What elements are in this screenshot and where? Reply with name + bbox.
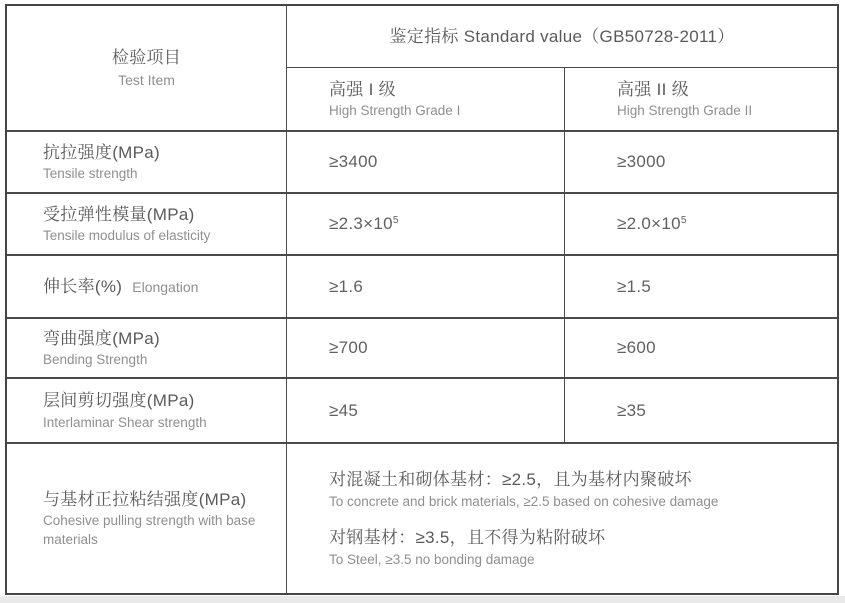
header-standard-value-label: 鉴定指标 Standard value（GB50728-2011） <box>389 26 735 46</box>
row-label-en: Bending Strength <box>43 352 148 368</box>
value-exponent: 5 <box>680 215 687 226</box>
cell-bending-strength-grade1 <box>286 317 564 377</box>
header-test-item-cell <box>7 6 286 130</box>
cell-elongation-grade2 <box>564 254 837 317</box>
row-label-en: Elongation <box>132 278 199 295</box>
value-exponent: 5 <box>392 215 399 226</box>
value-base: ≥2.3×10 <box>329 214 393 233</box>
value-text: ≥600 <box>617 338 656 357</box>
header-test-item-en: Test Item <box>118 71 175 88</box>
bond-entry-zh: 对混凝土和砌体基材：≥2.5，且为基材内聚破坏 <box>329 470 692 490</box>
bond-entry-zh: 对钢基材：≥3.5，且不得为粘附破坏 <box>329 528 606 547</box>
header-grade2-en: High Strength Grade II <box>617 103 753 119</box>
row-shear-strength-label <box>7 377 286 442</box>
cell-elongation-grade1 <box>286 254 564 317</box>
header-test-item-zh: 检验项目 <box>111 48 182 68</box>
cell-shear-strength-grade1 <box>286 377 564 442</box>
header-grade1-en: High Strength Grade I <box>329 103 461 119</box>
value-base: ≥2.0×10 <box>617 214 681 233</box>
bond-entry-en: To Steel, ≥3.5 no bonding damage <box>329 551 535 567</box>
cell-tensile-strength-grade1 <box>286 130 564 192</box>
value-text: ≥45 <box>329 400 359 420</box>
value-text: ≥700 <box>329 338 368 357</box>
row-label-zh: 伸长率(%) <box>43 276 123 296</box>
value-text: ≥3000 <box>617 152 666 171</box>
value-text <box>329 214 554 234</box>
value-text <box>617 214 827 234</box>
bond-entry-en: To concrete and brick materials, ≥2.5 based on cohesive damage <box>329 493 719 509</box>
row-label-inline <box>43 274 276 300</box>
cell-tensile-modulus-grade2 <box>564 192 837 254</box>
cell-bond-requirements <box>286 442 837 593</box>
header-grade2-zh: 高强 II 级 <box>617 79 689 99</box>
row-label-en: Cohesive pulling strength with base materials <box>43 513 256 548</box>
header-grade1-cell <box>286 67 564 130</box>
row-bending-strength-label <box>7 317 286 377</box>
row-bond-strength-label <box>7 442 286 593</box>
standards-table <box>5 4 839 595</box>
row-label-zh: 与基材正拉粘结强度(MPa) <box>43 489 247 509</box>
bond-entry-steel <box>329 526 827 569</box>
value-text: ≥3400 <box>329 152 378 171</box>
header-standard-value-cell <box>286 6 837 67</box>
header-grade2-cell <box>564 67 837 130</box>
cell-tensile-modulus-grade1 <box>286 192 564 254</box>
value-text: ≥1.6 <box>329 276 364 296</box>
bond-entry-concrete <box>329 468 827 511</box>
row-tensile-strength-label <box>7 130 286 192</box>
row-label-zh: 抗拉强度(MPa) <box>43 142 160 162</box>
row-label-zh: 弯曲强度(MPa) <box>43 328 160 348</box>
value-text: ≥1.5 <box>617 276 652 296</box>
bottom-edge-strip <box>0 596 845 603</box>
cell-tensile-strength-grade2 <box>564 130 837 192</box>
row-label-zh: 受拉弹性模量(MPa) <box>43 204 195 224</box>
cell-bending-strength-grade2 <box>564 317 837 377</box>
value-text: ≥35 <box>617 400 647 420</box>
header-grade1-zh: 高强 I 级 <box>329 79 396 99</box>
row-elongation-label <box>7 254 286 317</box>
cell-shear-strength-grade2 <box>564 377 837 442</box>
row-label-zh: 层间剪切强度(MPa) <box>43 391 195 411</box>
row-label-en: Tensile strength <box>43 166 138 182</box>
row-label-en: Interlaminar Shear strength <box>43 414 207 430</box>
row-tensile-modulus-label <box>7 192 286 254</box>
row-label-en: Tensile modulus of elasticity <box>43 228 211 244</box>
